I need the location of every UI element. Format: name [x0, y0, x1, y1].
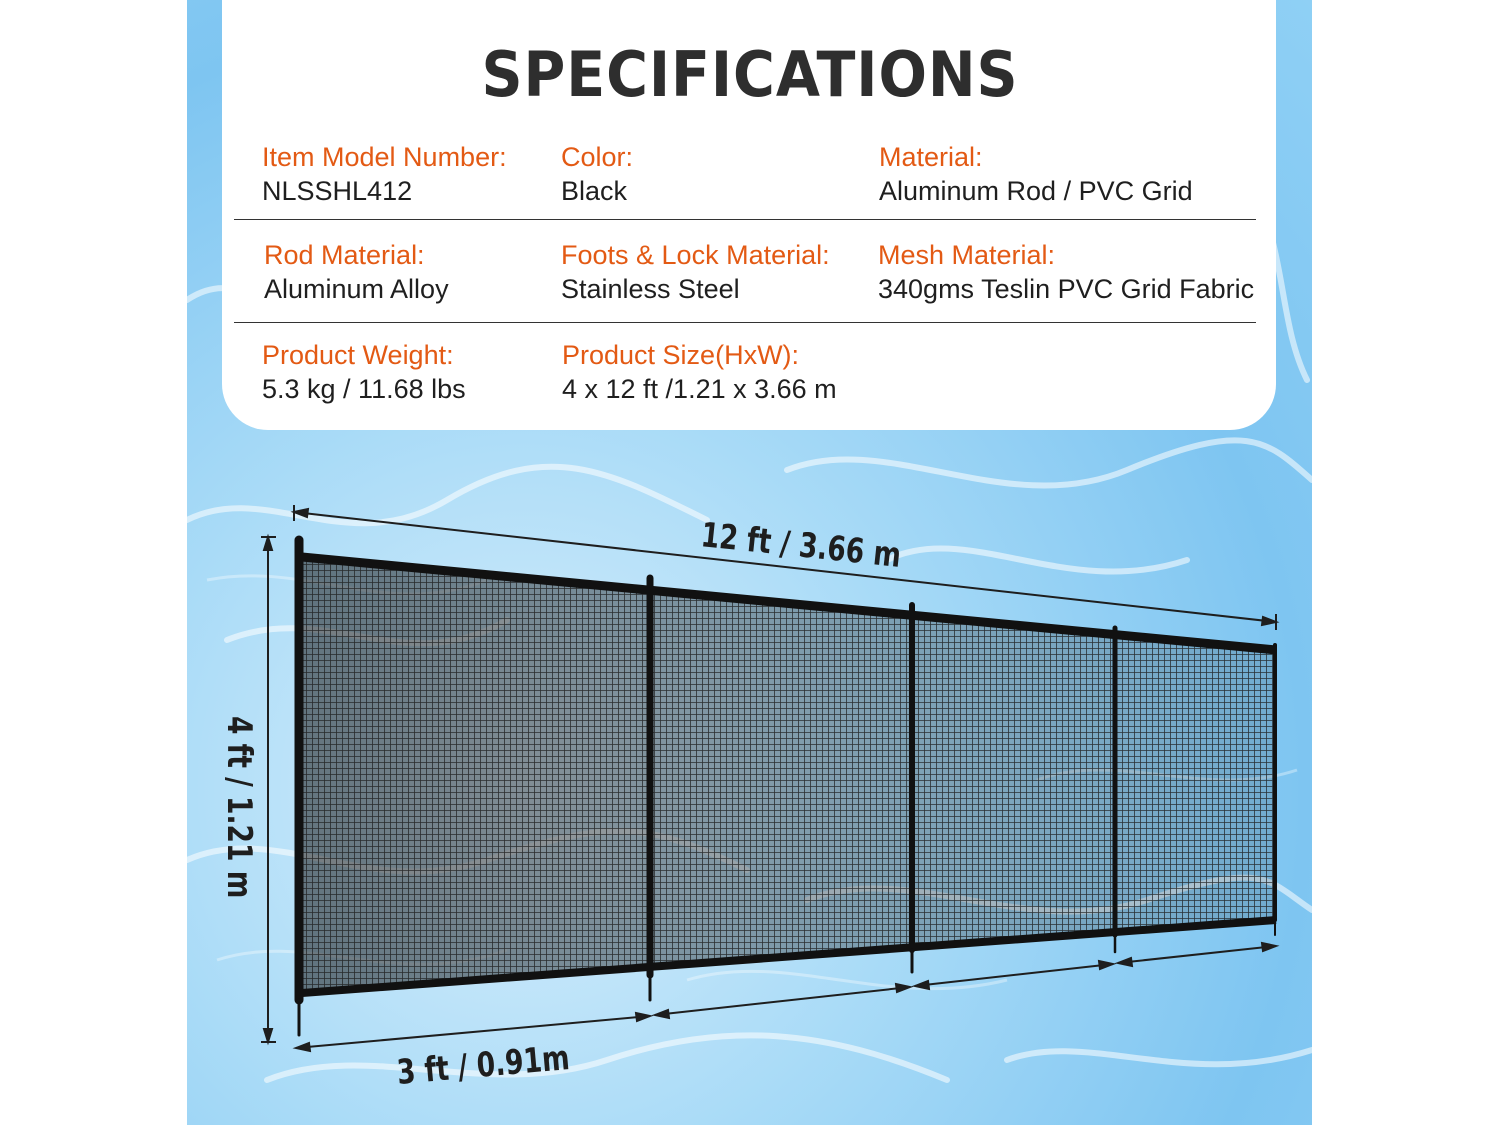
spec-value: Aluminum Rod / PVC Grid: [879, 176, 1193, 206]
spec-value: 4 x 12 ft /1.21 x 3.66 m: [562, 374, 837, 404]
spec-value: Stainless Steel: [561, 274, 740, 304]
spec-label: Mesh Material:: [878, 240, 1056, 270]
height-dimension-label: 4 ft / 1.21 m: [219, 716, 259, 899]
spec-label: Color:: [561, 142, 634, 172]
page-title: SPECIFICATIONS: [481, 38, 1019, 111]
spec-label: Product Size(HxW):: [562, 340, 800, 370]
spec-label: Foots & Lock Material:: [561, 240, 830, 270]
spec-value: Black: [561, 176, 628, 206]
spec-value: 340gms Teslin PVC Grid Fabric: [878, 274, 1255, 304]
spec-label: Material:: [879, 142, 983, 172]
panel-dimension-label: 3 ft / 0.91m: [395, 1038, 572, 1093]
spec-value: Aluminum Alloy: [264, 274, 449, 304]
spec-value: 5.3 kg / 11.68 lbs: [262, 374, 466, 404]
width-dimension-label: 12 ft / 3.66 m: [699, 516, 903, 576]
spec-value: NLSSHL412: [262, 176, 413, 206]
spec-label: Rod Material:: [264, 240, 425, 270]
spec-label: Item Model Number:: [262, 142, 507, 172]
spec-label: Product Weight:: [262, 340, 454, 370]
